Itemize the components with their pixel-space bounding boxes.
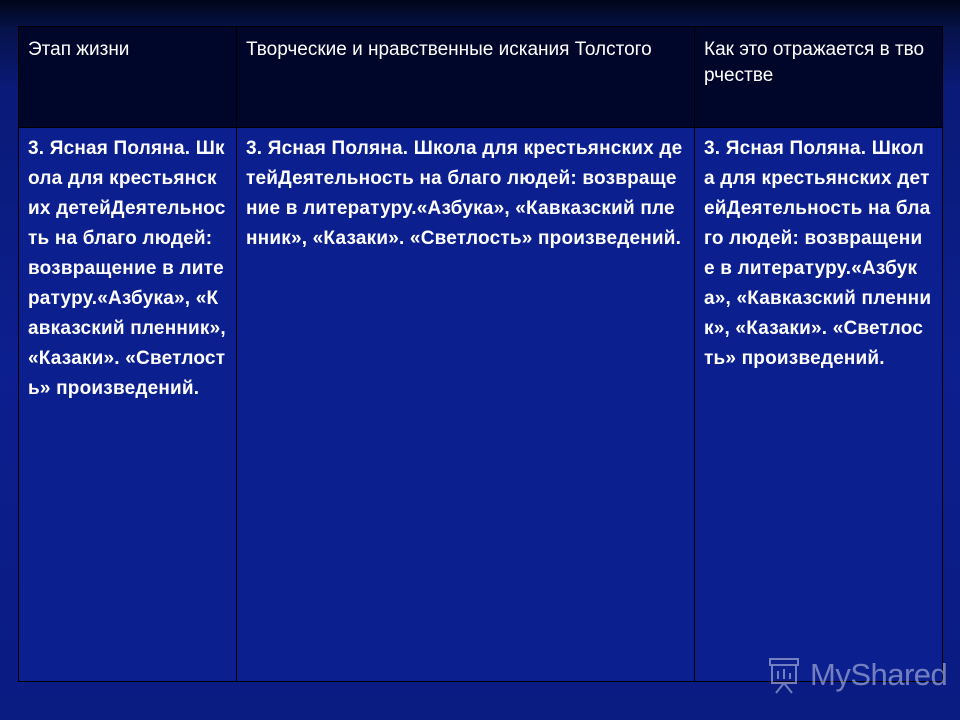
watermark-text: MyShared bbox=[810, 657, 948, 692]
table-header-row bbox=[19, 27, 943, 128]
stages-table bbox=[18, 26, 943, 682]
table-row bbox=[19, 128, 943, 682]
presentation-board-icon bbox=[766, 655, 802, 695]
watermark bbox=[766, 652, 947, 698]
header-cell-stage: Этап жизни bbox=[19, 27, 237, 128]
cell-stage: 3. Ясная Поляна. Школа для крестьянских детейДеятельность на благо людей: возвращение в литературу.«Азбука», «Кавказский пленник», «Казаки». «Светлость» произведений. bbox=[19, 128, 237, 682]
header-cell-reflection: Как это отражается в творчестве bbox=[695, 27, 943, 128]
header-cell-quests: Творческие и нравственные искания Толстого bbox=[237, 27, 695, 128]
cell-quests: 3. Ясная Поляна. Школа для крестьянских детейДеятельность на благо людей: возвращение в литературу.«Азбука», «Кавказский пленник», «Казаки». «Светлость» произведений. bbox=[237, 128, 695, 682]
cell-reflection: 3. Ясная Поляна. Школа для крестьянских детейДеятельность на благо людей: возвращение в литературу.«Азбука», «Кавказский пленник», «Казаки». «Светлость» произведений. bbox=[695, 128, 943, 682]
